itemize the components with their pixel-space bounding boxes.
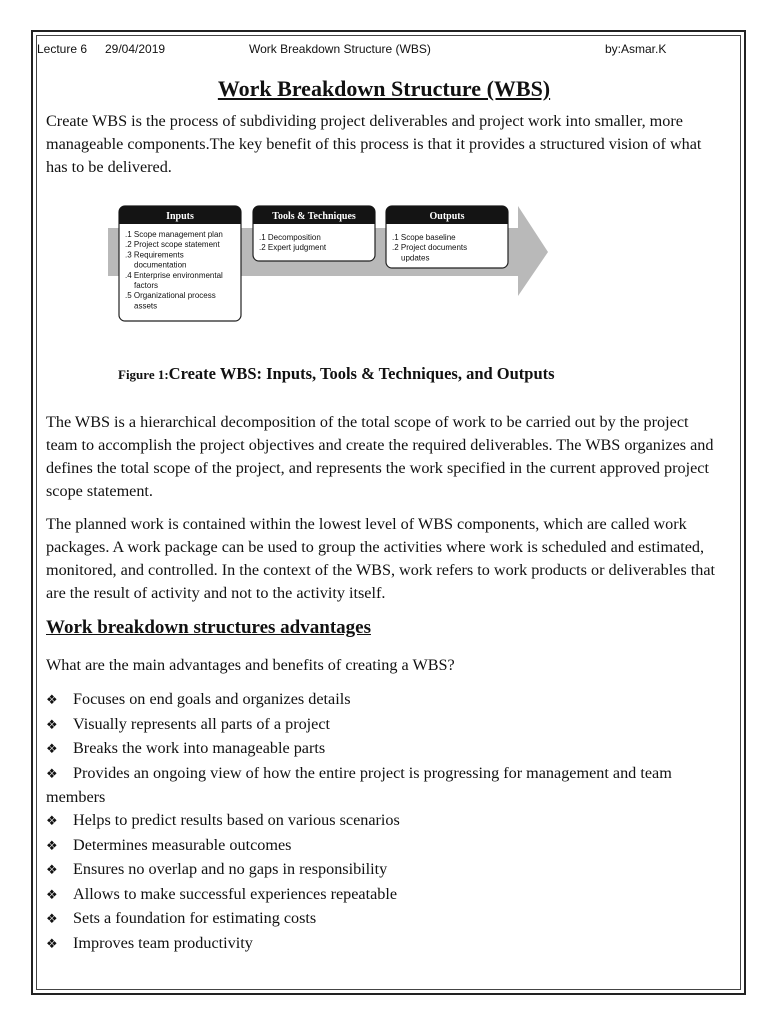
advantage-item — [46, 858, 718, 883]
advantages-heading: Work breakdown structures advantages — [46, 617, 371, 638]
diamond-bullet-icon: ❖ — [46, 838, 58, 854]
inputs-item: assets — [134, 301, 158, 311]
diamond-bullet-icon: ❖ — [46, 813, 58, 829]
inputs-title: Inputs — [166, 211, 194, 222]
advantage-item — [46, 688, 718, 713]
inputs-item: .4 Enterprise environmental — [125, 270, 223, 280]
advantage-text: Sets a foundation for estimating costs — [73, 909, 317, 928]
tools-title: Tools & Techniques — [272, 211, 356, 222]
diamond-bullet-icon: ❖ — [46, 742, 58, 758]
page-title: Work Breakdown Structure (WBS) — [217, 76, 551, 101]
inputs-item: .1 Scope management plan — [125, 230, 223, 239]
inputs-item: .2 Project scope statement — [125, 240, 220, 250]
wbs-definition-paragraph: The WBS is a hierarchical decomposition of the total scope of work to be carried out by the project team to accomplish the project objectives and create the required deliverables. The WBS organizes and defines the total scope of the project, and represents the work specified in the current approved project scope statement. — [46, 413, 714, 500]
advantage-text: Ensures no overlap and no gaps in responsibility — [73, 860, 388, 879]
header-author: by:Asmar.K — [605, 42, 667, 56]
diamond-bullet-icon: ❖ — [46, 936, 58, 952]
diamond-bullet-icon: ❖ — [46, 863, 58, 879]
diamond-bullet-icon: ❖ — [46, 766, 58, 782]
inputs-item: documentation — [134, 260, 187, 270]
advantages-question: What are the main advantages and benefits of creating a WBS? — [46, 656, 455, 674]
advantage-text: Visually represents all parts of a project — [73, 714, 331, 733]
advantage-text: Provides an ongoing view of how the entire project is progressing for management and team members — [46, 763, 672, 807]
outputs-item: .2 Project documents — [392, 243, 468, 253]
advantage-text: Determines measurable outcomes — [73, 835, 292, 854]
advantage-item — [46, 762, 718, 809]
figure-caption-text: Create WBS: Inputs, Tools & Techniques, and Outputs — [168, 364, 555, 383]
advantage-text: Allows to make successful experiences repeatable — [73, 884, 398, 903]
outputs-item: .1 Scope baseline — [392, 233, 456, 242]
inputs-item: .3 Requirements — [125, 250, 184, 260]
tools-item: .2 Expert judgment — [259, 243, 327, 253]
work-packages-paragraph: The planned work is contained within the lowest level of WBS components, which are called work packages. A work package can be used to group the activities where work is scheduled and estimated, monitored, and controlled. In the context of the WBS, work refers to work products or deliverables that are the result of activity and not to the activity itself. — [46, 515, 716, 602]
inputs-item: .5 Organizational process — [125, 291, 216, 301]
header-topic: Work Breakdown Structure (WBS) — [249, 42, 431, 56]
diamond-bullet-icon: ❖ — [46, 912, 58, 928]
advantage-text: Improves team productivity — [73, 933, 253, 952]
running-header — [37, 42, 737, 60]
figure-label: Figure 1: — [118, 367, 169, 382]
diamond-bullet-icon: ❖ — [46, 887, 58, 903]
advantage-item — [46, 713, 718, 738]
diamond-bullet-icon: ❖ — [46, 717, 58, 733]
advantage-text: Focuses on end goals and organizes details — [73, 690, 351, 708]
ito-diagram — [108, 204, 550, 328]
outputs-item: updates — [401, 253, 430, 263]
inputs-item: factors — [134, 281, 159, 290]
advantages-list — [46, 688, 718, 957]
advantage-item — [46, 809, 718, 834]
diamond-bullet-icon: ❖ — [46, 693, 58, 708]
advantage-item — [46, 932, 718, 957]
advantage-text: Breaks the work into manageable parts — [73, 739, 326, 758]
intro-paragraph: Create WBS is the process of subdividing project deliverables and project work into smaller, more manageable components.The key benefit of this process is that it provides a structured vision of what has to be delivered. — [46, 112, 702, 176]
tools-item: .1 Decomposition — [259, 233, 321, 242]
advantage-text: Helps to predict results based on various scenarios — [73, 810, 400, 829]
header-lecture: Lecture 6 — [37, 42, 88, 56]
advantage-item — [46, 883, 718, 908]
figure-caption — [118, 364, 555, 384]
advantage-item — [46, 737, 718, 762]
advantage-item — [46, 834, 718, 859]
outputs-title: Outputs — [429, 211, 465, 222]
advantage-item — [46, 907, 718, 932]
header-date: 29/04/2019 — [105, 42, 166, 56]
